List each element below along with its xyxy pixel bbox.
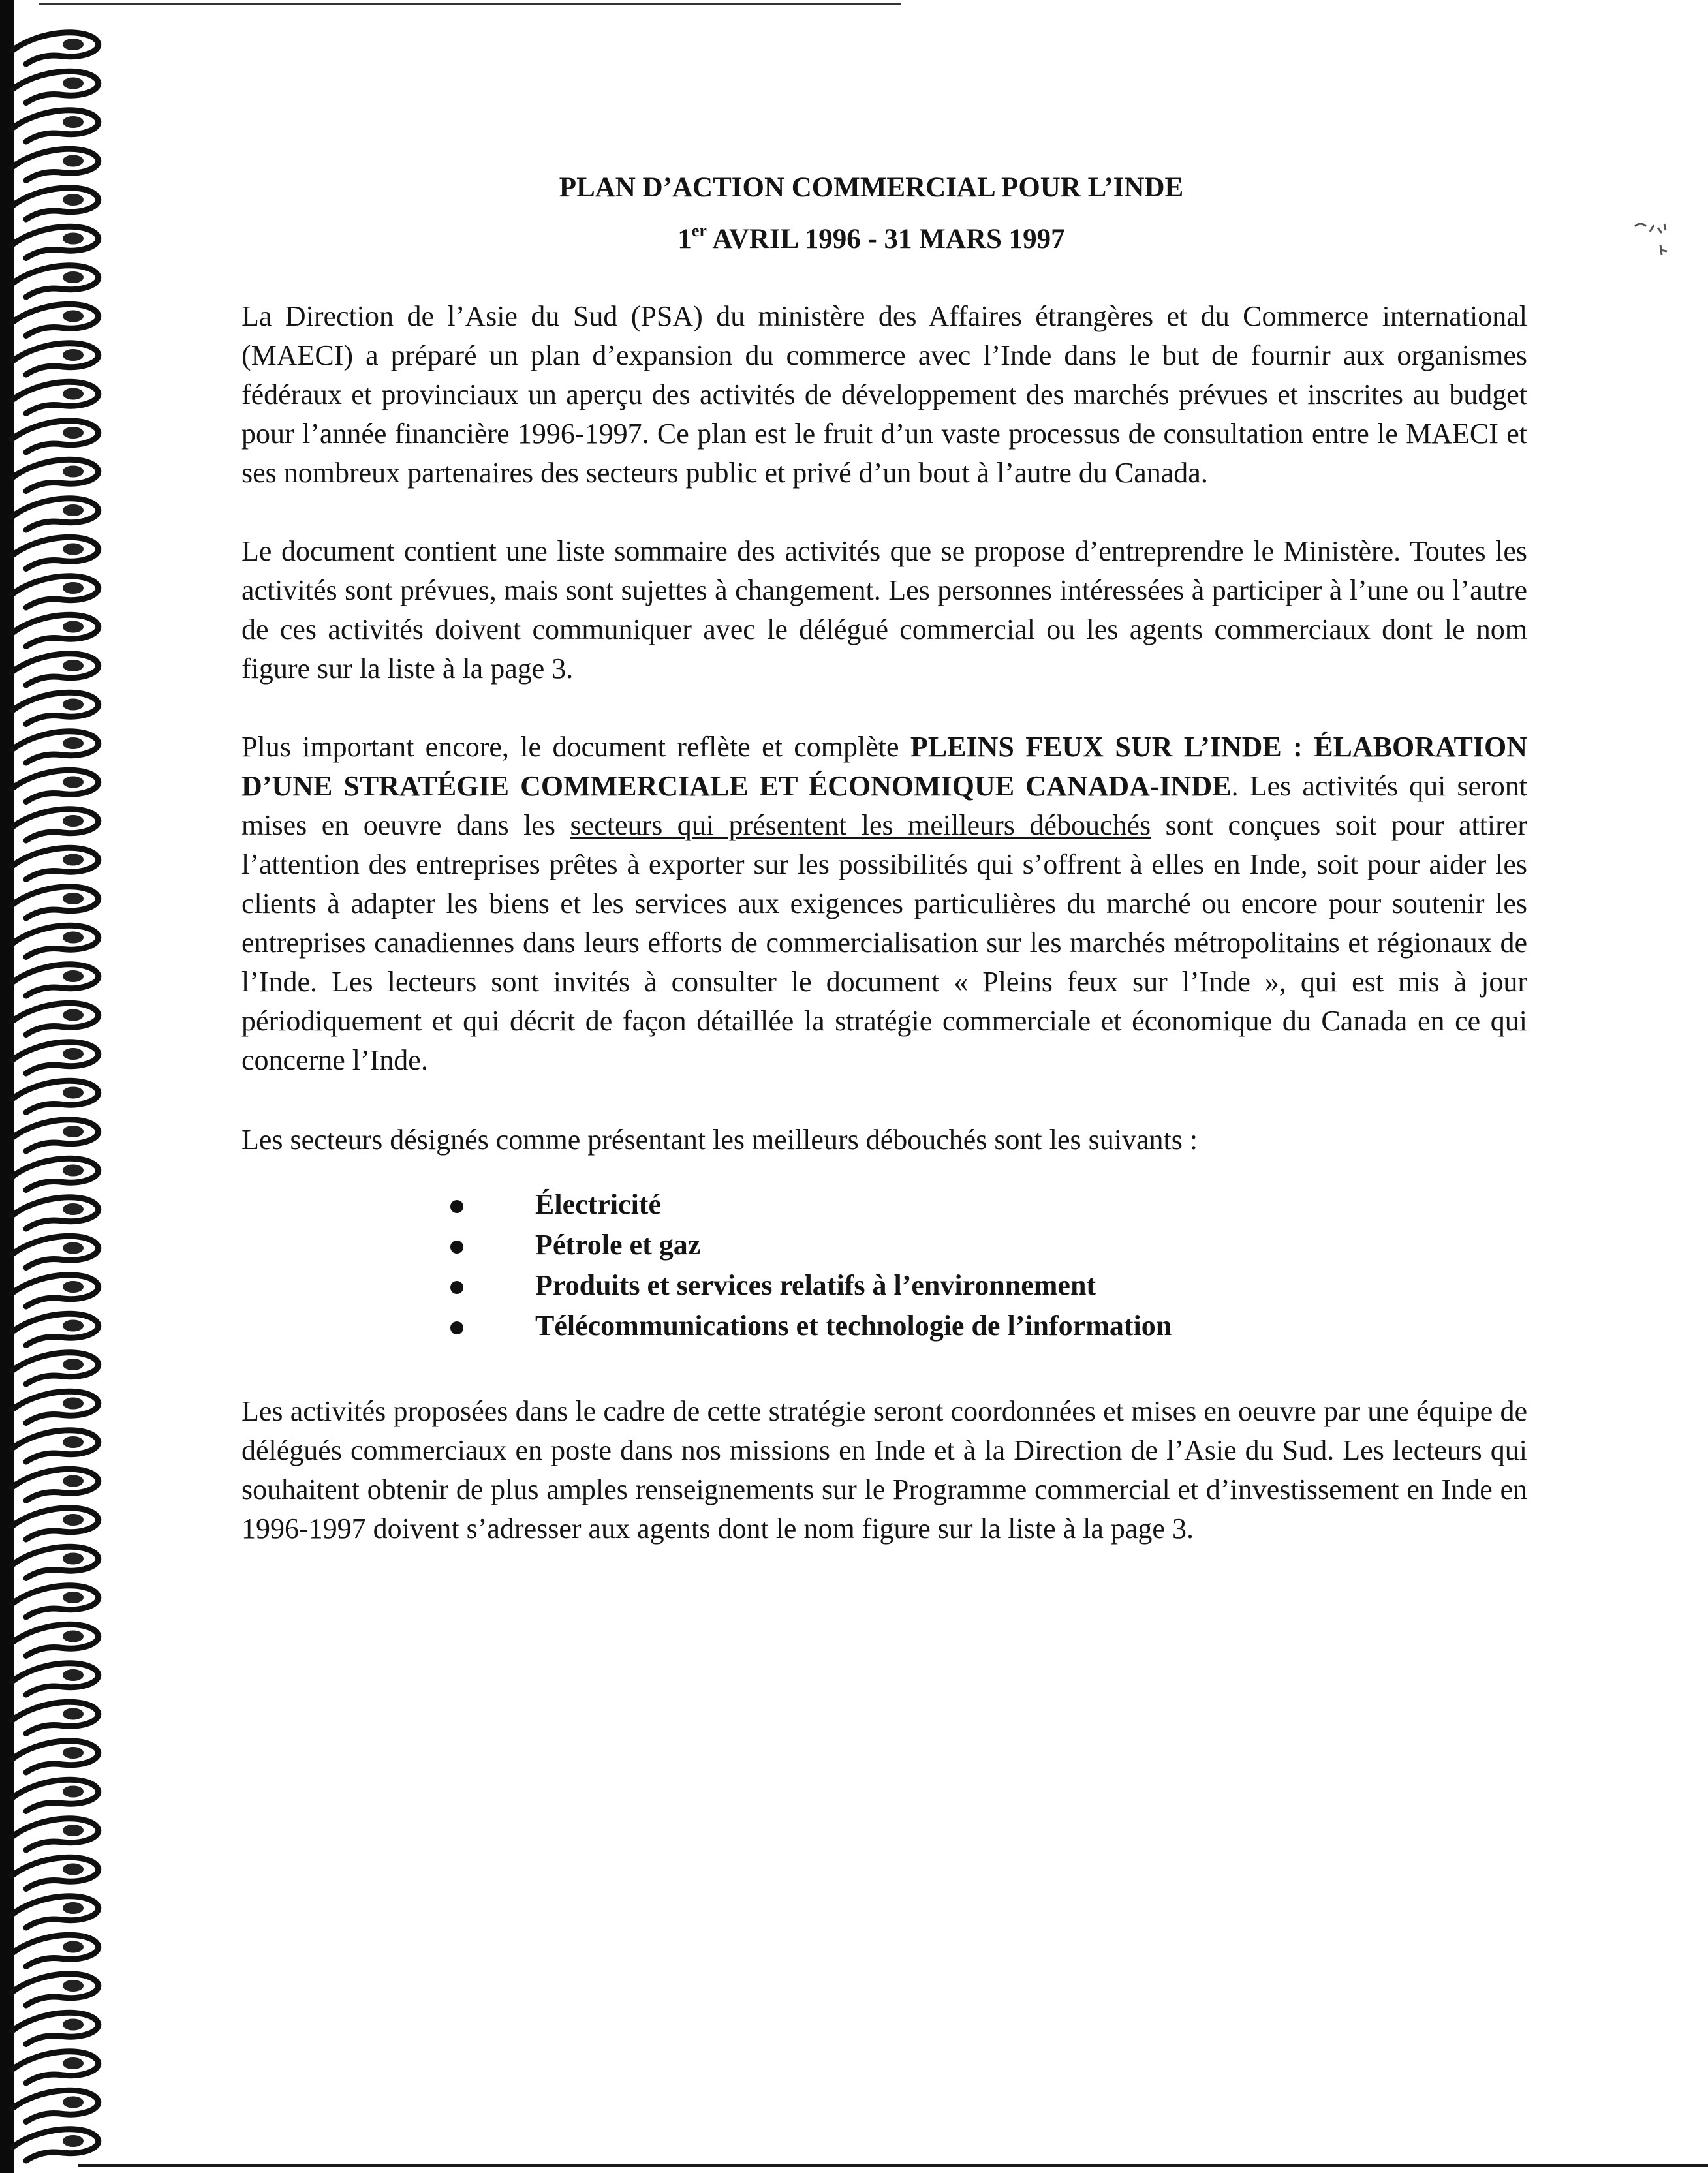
paragraph-coordination: Les activités proposées dans le cadre de cette stratégie seront coordonnées et mises en oeuvre par une équipe de délégués commerciaux en poste dans nos missions en Inde et à la Direction de l’Asie du Sud. Les lecteurs qui souhaitent obtenir de plus amples renseignements sur le Programme commercial et d’investissement en Inde en 1996-1997 doivent s’adresser aux agents dont le nom figure sur la liste à la page 3. [241, 1395, 1527, 1545]
sector-label: Pétrole et gaz [535, 1229, 701, 1261]
strategy-rest-text: sont conçues soit pour attirer l’attention des entreprises prêtes à exporter sur les possibilités qui s’offrent à elles en Inde, soit pour aider les clients à adapter les biens et les services aux exigences particulières du marché ou encore pour soutenir les entreprises canadiennes dans leurs efforts de commercialisation sur les marchés métropolitains et régionaux de l’Inde. Les lecteurs sont invités à consulter le document « Pleins feux sur l’Inde », qui est mis à jour périodiquement et qui décrit de façon détaillée la stratégie commerciale et économique du Canada en ce qui concerne l’Inde. [241, 809, 1527, 1076]
binding-loop [12, 1819, 99, 1850]
binding-loop [12, 1391, 99, 1423]
scan-top-edge [39, 3, 901, 5]
title-date-ordinal: 1 [677, 224, 692, 254]
sector-label: Produits et services relatifs à l’environnement [535, 1269, 1096, 1301]
margin-scribble [1632, 219, 1671, 264]
sector-list-item [450, 1306, 1527, 1346]
binding-loop [12, 188, 99, 219]
binding-loop [12, 1702, 99, 1733]
binding-loop [12, 1741, 99, 1772]
binding-loop [12, 2129, 99, 2161]
binding-loop [12, 1780, 99, 1811]
binding-loop [12, 1974, 99, 2005]
binding-loop [12, 1120, 99, 1151]
bullet-icon [450, 1241, 463, 1254]
paragraph-intro: La Direction de l’Asie du Sud (PSA) du ministère des Affaires étrangères et du Commerce international (MAECI) a préparé un plan d’expansion du commerce avec l’Inde dans le but de fournir aux organismes fédéraux et provinciaux un aperçu des activités de développement des marchés prévues et inscrites au budget pour l’année financière 1996-1997. Ce plan est le fruit d’un vaste processus de consultation entre le MAECI et ses nombreux partenaires des secteurs public et privé d’un bout à l’autre du Canada. [241, 300, 1527, 489]
sector-list [241, 1184, 1527, 1346]
binding-loop [12, 1003, 99, 1034]
binding-loop [12, 343, 99, 375]
best-opportunity-sectors-phrase: secteurs qui présentent les meilleurs débouchés [570, 809, 1151, 841]
binding-loop [12, 1935, 99, 1966]
title-line-1: PLAN D’ACTION COMMERCIAL POUR L’INDE [559, 172, 1184, 203]
binding-loop [12, 2012, 99, 2044]
binding-loop [12, 1508, 99, 1539]
binding-loop [12, 1158, 99, 1190]
scan-bottom-edge [78, 2164, 1708, 2167]
binding-loop [12, 2052, 99, 2083]
binding-loop [12, 732, 99, 763]
binding-loop [12, 1236, 99, 1267]
binding-loop [12, 1896, 99, 1928]
bullet-icon [450, 1321, 463, 1334]
binding-loop [12, 925, 99, 957]
binding-loop [12, 1081, 99, 1112]
binding-loop [12, 1430, 99, 1462]
binding-loop [12, 149, 99, 180]
binding-loop [12, 1042, 99, 1073]
binding-loop [12, 33, 99, 64]
binding-loop [12, 1197, 99, 1229]
bullet-icon [450, 1281, 463, 1294]
title-date-superscript: er [691, 221, 707, 240]
document-page [241, 166, 1527, 1549]
binding-loop [12, 421, 99, 452]
binding-loop [12, 226, 99, 258]
binding-loop [12, 770, 99, 801]
strategy-intro-text: Plus important encore, le document reflète et complète [241, 731, 910, 763]
binding-loop [12, 887, 99, 918]
binding-loop [12, 615, 99, 646]
sector-label: Électricité [535, 1188, 661, 1220]
binding-loop [12, 266, 99, 297]
binding-loop [12, 964, 99, 996]
paragraph-sectors-intro: Les secteurs désignés comme présentant les meilleurs débouchés sont les suivants : [241, 1124, 1198, 1156]
binding-loop [12, 1663, 99, 1695]
binding-loop [12, 1275, 99, 1306]
binding-loop [12, 1586, 99, 1617]
binding-loop [12, 537, 99, 568]
spiral-binding [0, 0, 117, 2173]
binding-loop [12, 382, 99, 413]
binding-loop [12, 692, 99, 724]
sector-label: Télécommunications et technologie de l’information [535, 1310, 1172, 1342]
sector-list-item [450, 1225, 1527, 1265]
document-title [241, 166, 1501, 261]
binding-loop [12, 110, 99, 142]
binding-loop [12, 71, 99, 102]
strategy-after-title-text: . Les activités qui seront mises en oeuvre dans les [241, 770, 1527, 841]
binding-loop [12, 1624, 99, 1656]
sector-list-item [450, 1184, 1527, 1225]
binding-loop [12, 459, 99, 491]
binding-loop [12, 304, 99, 335]
paragraph-activities-list: Le document contient une liste sommaire des activités que se propose d’entreprendre le Ministère. Toutes les activités sont prévues, mais sont sujettes à changement. Les personnes intéressées à participer à l’une ou l’autre de ces activités doivent communiquer avec le délégué commercial ou les agents commerciaux dont le nom figure sur la liste à la page 3. [241, 535, 1527, 685]
binding-loop [12, 1353, 99, 1384]
strategy-document-title: PLEINS FEUX SUR L’INDE : ÉLABORATION D’UNE STRATÉGIE COMMERCIALE ET ÉCONOMIQUE CANADA-INDE [241, 731, 1527, 802]
paragraph-strategy [241, 728, 1527, 1080]
title-date-range: AVRIL 1996 - 31 MARS 1997 [706, 224, 1065, 254]
binding-loop [12, 1547, 99, 1578]
binding-loop [12, 809, 99, 840]
binding-loop [12, 1314, 99, 1345]
bullet-icon [450, 1200, 463, 1213]
binding-loop [12, 654, 99, 685]
binding-loop [12, 1857, 99, 1888]
sector-list-item [450, 1265, 1527, 1306]
binding-loop [12, 848, 99, 879]
binding-loop [12, 499, 99, 530]
binding-loop [12, 576, 99, 608]
binding-loop [12, 2090, 99, 2121]
binding-loop [12, 1469, 99, 1500]
title-line-2 [241, 209, 1501, 261]
